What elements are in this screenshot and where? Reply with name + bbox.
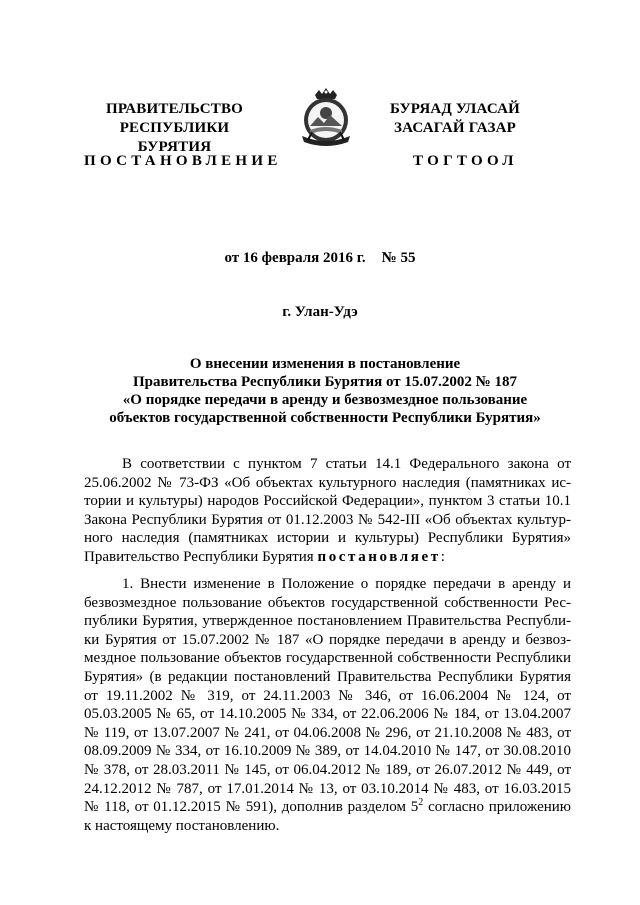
text-line: к настоящему постановлению. xyxy=(84,817,280,834)
text-line: от 19.11.2002 № 319, от 24.11.2003 № 346, от 16.06.2004 № 124, от xyxy=(84,687,571,704)
text-line xyxy=(84,548,571,567)
clause-1-paragraph xyxy=(84,575,571,835)
text-line: ного наследия (памятниках истории и культуры) Республики Бурятия» xyxy=(84,530,571,547)
text-line: 25.06.2002 № 73-ФЗ «Об объектах культурного наследия (памятниках ис- xyxy=(84,474,571,491)
document-title xyxy=(80,355,570,427)
header-left-line-1: ПРАВИТЕЛЬСТВО xyxy=(105,101,244,117)
header-right-line-1: БУРЯАД УЛАСАЙ xyxy=(389,101,521,117)
superscript: 2 xyxy=(418,797,424,809)
text-line: мездное пользование объектов государственной собственности Республики xyxy=(84,650,571,667)
resolves-word: постановляет xyxy=(317,548,441,565)
coat-of-arms-icon xyxy=(298,86,354,148)
header-right-block xyxy=(380,100,530,138)
city: г. Улан-Удэ xyxy=(282,304,358,320)
text-fragment: № 118, от 01.12.2015 № 591), дополнив разделом 5 xyxy=(84,799,419,816)
date-number-line xyxy=(0,250,640,267)
text-line: безвозмездное пользование объектов государственной собственности Рес- xyxy=(84,594,571,611)
header-left-block xyxy=(82,100,267,157)
text-line: 05.03.2005 № 65, от 14.10.2005 № 334, от 22.06.2006 № 184, от 13.04.2007 xyxy=(84,706,571,723)
title-line: «О порядке передачи в аренду и безвозмездное пользование xyxy=(122,392,528,408)
text-line: 08.09.2009 № 334, от 16.10.2009 № 389, от 14.04.2010 № 147, от 30.08.2010 xyxy=(84,743,571,760)
text-line: Бурятия» (в редакции постановлений Правительства Республики Бурятия xyxy=(84,668,571,685)
text-line: публики Бурятия, утвержденное постановлением Правительства Республи- xyxy=(84,613,571,630)
header-left-line-2: РЕСПУБЛИКИ БУРЯТИЯ xyxy=(119,120,230,155)
header-right-line-2: ЗАСАГАЙ ГАЗАР xyxy=(394,120,516,136)
document-number: № 55 xyxy=(381,250,416,266)
text-line: № 119, от 13.07.2007 № 241, от 04.06.2008 № 296, от 21.10.2008 № 483, от xyxy=(84,724,571,741)
text-line: тории и культуры) народов Российской Федерации», пунктом 3 статьи 10.1 xyxy=(84,493,571,510)
text-line: 1. Внести изменение в Положение о порядке передачи в аренду и xyxy=(122,576,571,592)
text-line: ки Бурятия от 15.07.2002 № 187 «О порядке передачи в аренду и безвоз- xyxy=(84,631,571,648)
title-line: объектов государственной собственности Республики Бурятия» xyxy=(109,410,541,426)
text-line: № 378, от 28.03.2011 № 145, от 06.04.2012 № 189, от 26.07.2012 № 449, от xyxy=(84,761,571,778)
text-line xyxy=(84,798,571,817)
title-line: Правительства Республики Бурятия от 15.07.2002 № 187 xyxy=(132,374,517,390)
text-line: Закона Республики Бурятия от 01.12.2003 № 542-III «Об объектах культур- xyxy=(84,511,571,528)
document-date: от 16 февраля 2016 г. xyxy=(224,250,366,266)
text-line: 24.12.2012 № 787, от 17.01.2014 № 13, от 03.10.2014 № 483, от 16.03.2015 xyxy=(84,780,571,797)
text-fragment: : xyxy=(440,548,445,565)
text-fragment: Правительство Республики Бурятия xyxy=(84,548,318,565)
preamble-paragraph xyxy=(84,455,571,567)
text-fragment: согласно приложению xyxy=(423,799,571,816)
doc-type-ru: ПОСТАНОВЛЕНИЕ xyxy=(84,153,282,169)
title-line: О внесении изменения в постановление xyxy=(189,356,461,372)
doc-type-bua: ТОГТООЛ xyxy=(413,153,518,169)
text-line: В соответствии с пунктом 7 статьи 14.1 Федерального закона от xyxy=(122,456,571,472)
